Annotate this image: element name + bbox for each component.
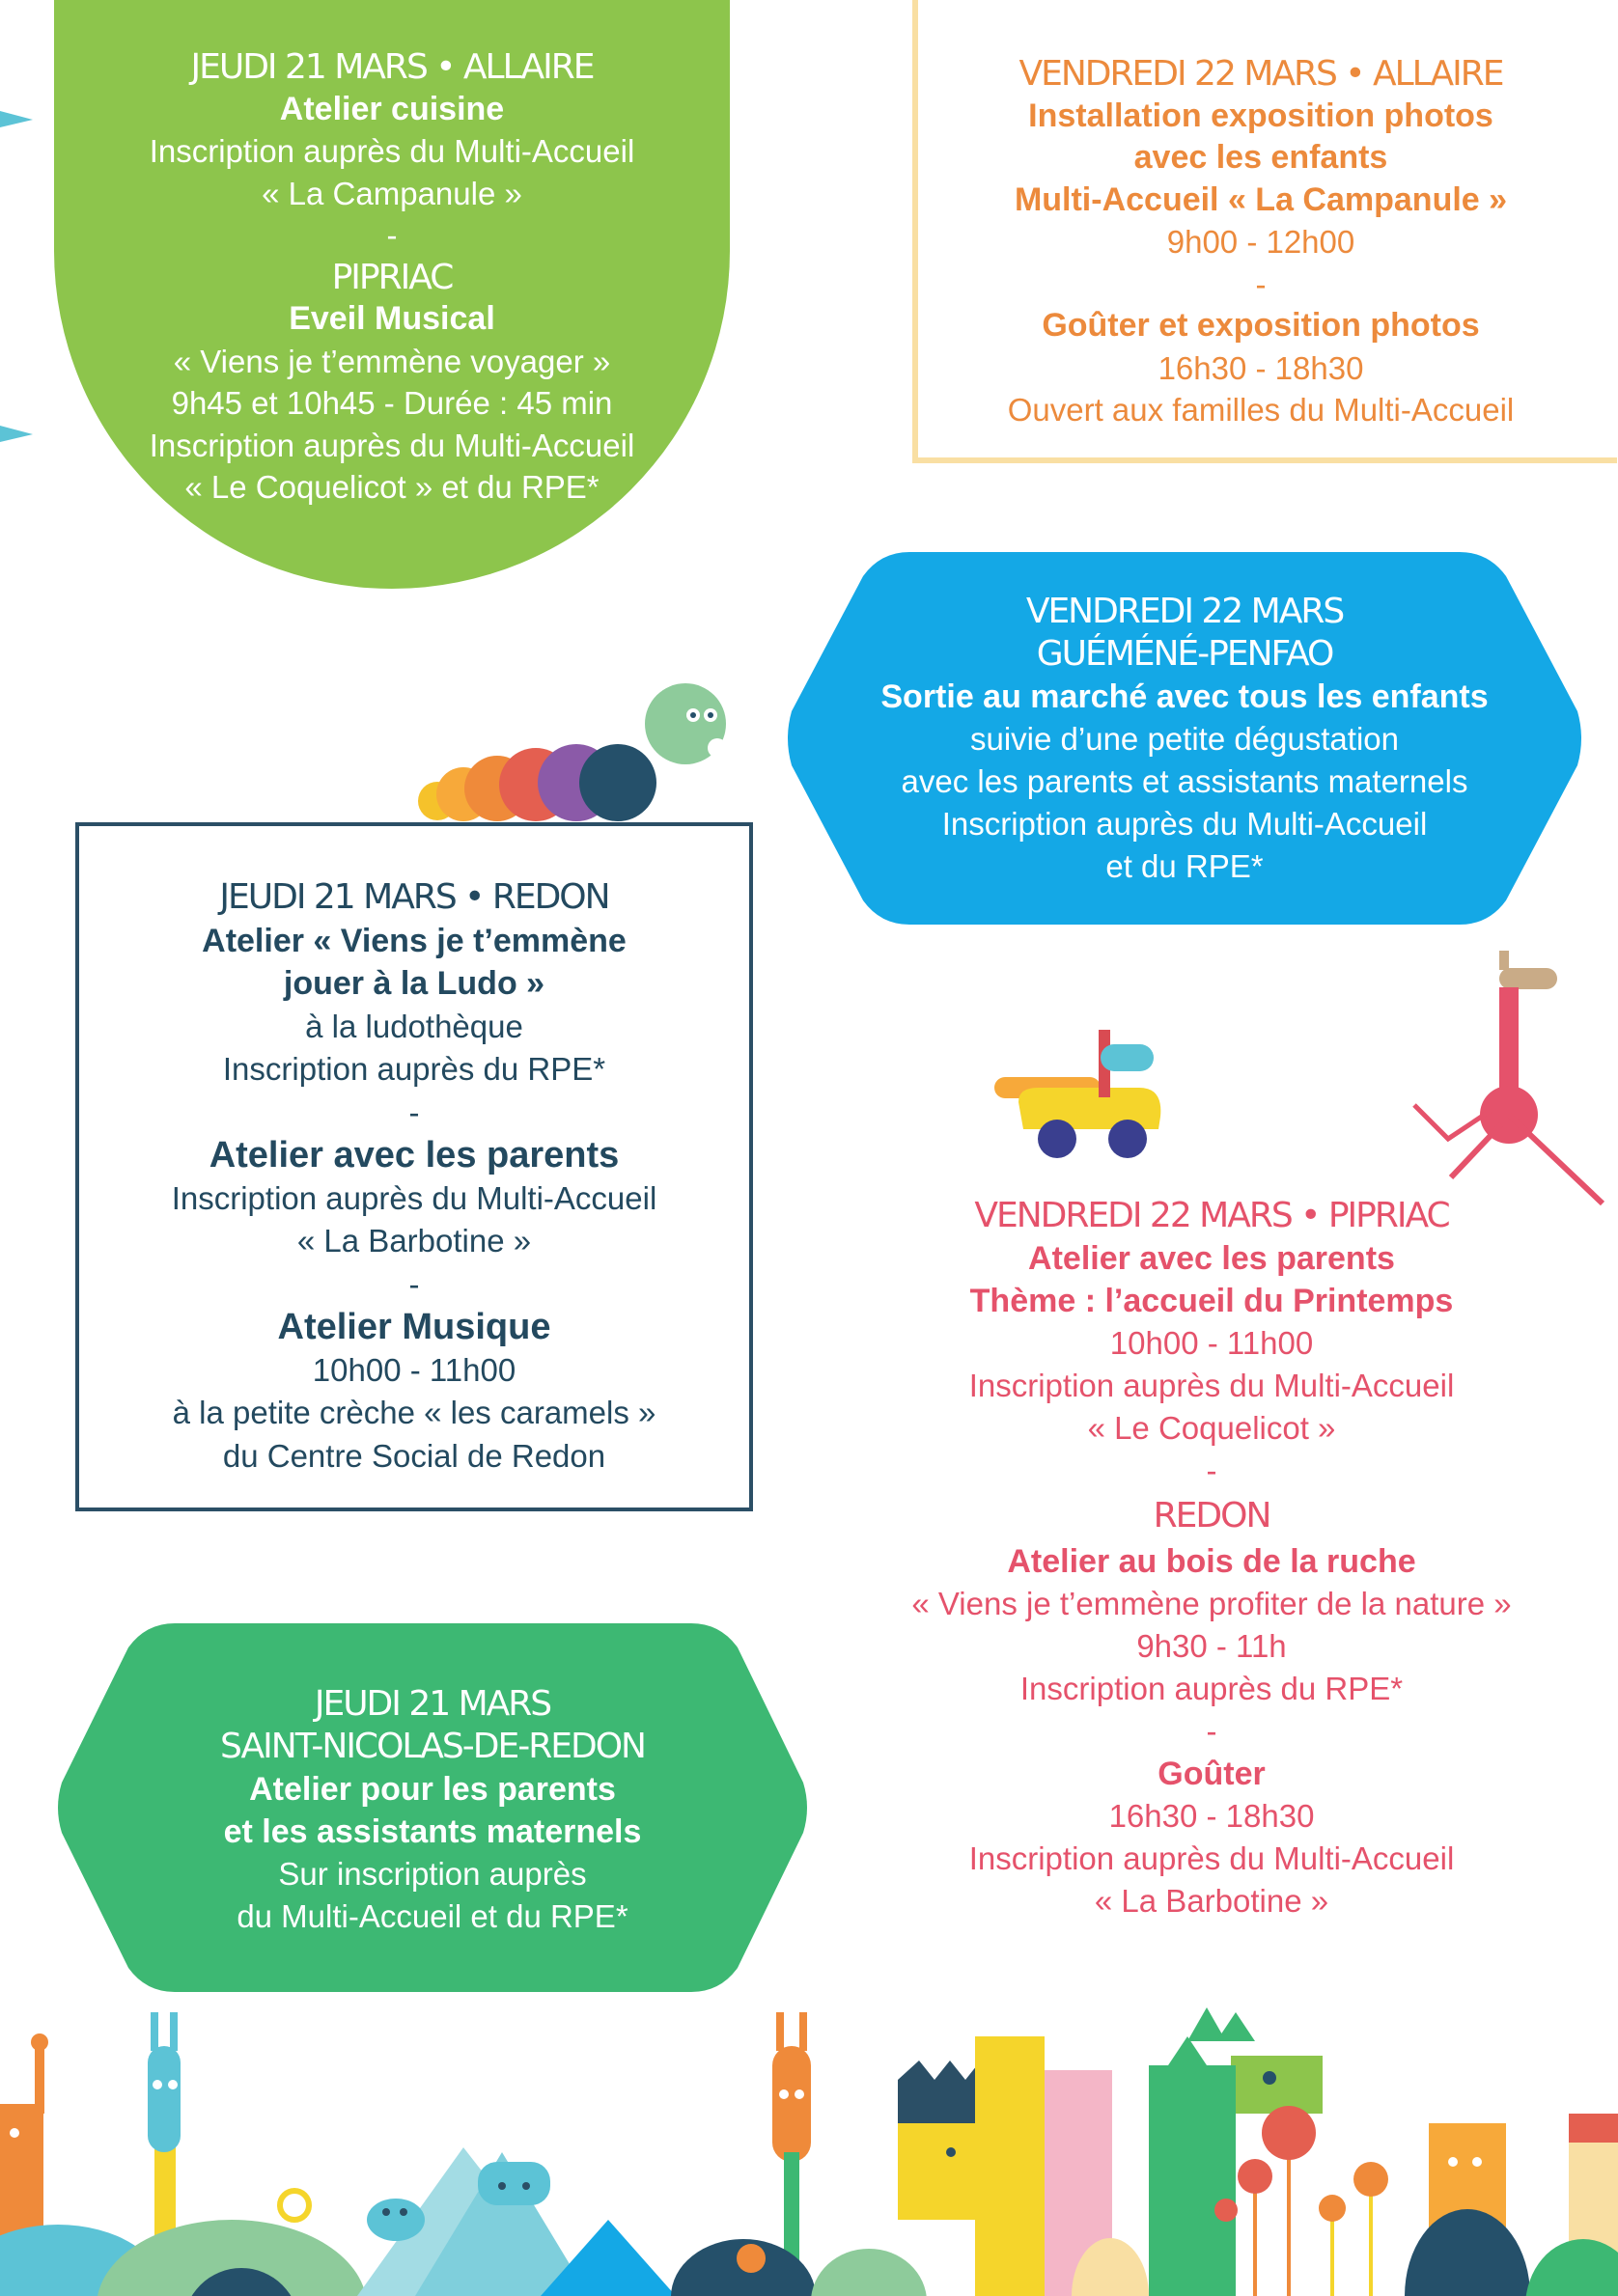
venue-text: à la ludothèque xyxy=(305,1008,523,1044)
activity-time: 16h30 - 18h30 xyxy=(1158,349,1364,386)
activity-theme: Thème : l’accueil du Printemps xyxy=(969,1283,1454,1319)
activity-title: Eveil Musical xyxy=(289,300,495,337)
activity-title: Installation exposition photos xyxy=(1028,97,1493,134)
dart-icon xyxy=(0,106,39,135)
signup-text: du Multi-Accueil et du RPE* xyxy=(237,1898,628,1934)
separator: - xyxy=(1206,1452,1217,1488)
signup-text: Inscription auprès du Multi-Accueil xyxy=(968,1368,1455,1403)
signup-text: « Le Coquelicot » xyxy=(1087,1410,1336,1446)
separator: - xyxy=(386,217,398,253)
activity-title: Goûter xyxy=(1158,1756,1266,1792)
place-header: PIPRIAC xyxy=(331,257,453,297)
signup-text: Inscription auprès du Multi-Accueil xyxy=(149,133,635,169)
venue-text: à la petite crèche « les caramels » xyxy=(172,1395,656,1430)
event-card-guemene xyxy=(784,552,1585,925)
activity-title: jouer à la Ludo » xyxy=(283,965,545,1002)
activity-title: Atelier avec les parents xyxy=(1028,1240,1395,1277)
activity-title: Atelier au bois de la ruche xyxy=(1007,1543,1416,1580)
activity-title: Atelier « Viens je t’emmène xyxy=(202,922,627,959)
activity-time: 9h45 et 10h45 - Durée : 45 min xyxy=(171,385,613,421)
signup-text: Inscription auprès du Multi-Accueil xyxy=(968,1840,1455,1876)
separator: - xyxy=(408,1265,420,1302)
signup-text: Inscription auprès du Multi-Accueil xyxy=(941,806,1428,842)
signup-text: Inscription auprès du Multi-Accueil xyxy=(171,1179,657,1216)
activity-title: Sortie au marché avec tous les enfants xyxy=(880,678,1489,715)
signup-text: Sur inscription auprès xyxy=(278,1856,587,1892)
signup-text: et du RPE* xyxy=(1105,848,1264,884)
event-header: JEUDI 21 MARS • REDON xyxy=(219,877,609,917)
venue-text: Multi-Accueil « La Campanule » xyxy=(1014,180,1508,218)
event-header: JEUDI 21 MARS • ALLAIRE xyxy=(190,47,594,87)
event-header: VENDREDI 22 MARS xyxy=(1025,592,1344,631)
activity-time: 9h30 - 11h xyxy=(1136,1628,1287,1664)
place-header: REDON xyxy=(1153,1496,1270,1535)
event-card-allaire-vendredi xyxy=(912,0,1617,463)
signup-text: Inscription auprès du Multi-Accueil xyxy=(149,427,635,463)
giraffe-icon xyxy=(1405,951,1617,1211)
monsters-landscape-illustration xyxy=(0,2007,1618,2296)
activity-desc: suivie d’une petite dégustation xyxy=(970,721,1399,757)
activity-time: 10h00 - 11h00 xyxy=(312,1351,516,1388)
activity-title: Goûter et exposition photos xyxy=(1042,307,1480,344)
caterpillar-icon xyxy=(410,680,739,825)
event-header: VENDREDI 22 MARS • ALLAIRE xyxy=(1018,54,1503,94)
signup-text: « La Campanule » xyxy=(262,175,522,211)
dart-icon xyxy=(0,421,39,450)
signup-text: « La Barbotine » xyxy=(1094,1883,1329,1919)
note-text: Ouvert aux familles du Multi-Accueil xyxy=(1007,392,1515,428)
activity-title: avec les enfants xyxy=(1133,139,1388,176)
event-card-saint-nicolas xyxy=(54,1623,811,1992)
event-card-pipriac-vendredi xyxy=(898,1195,1525,1938)
activity-title: Atelier Musique xyxy=(277,1307,551,1347)
activity-title: Atelier cuisine xyxy=(279,90,505,127)
separator: - xyxy=(1255,265,1267,302)
place-header: SAINT-NICOLAS-DE-REDON xyxy=(220,1727,645,1766)
event-card-redon-jeudi xyxy=(75,822,753,1511)
event-header: JEUDI 21 MARS xyxy=(314,1684,551,1724)
separator: - xyxy=(1206,1713,1217,1749)
activity-time: 16h30 - 18h30 xyxy=(1108,1798,1315,1834)
activity-time: 9h00 - 12h00 xyxy=(1166,224,1355,260)
activity-subtitle: « Viens je t’emmène voyager » xyxy=(173,343,611,379)
separator: - xyxy=(408,1093,420,1130)
activity-title: Atelier pour les parents xyxy=(249,1771,616,1808)
event-card-allaire-jeudi xyxy=(54,0,730,589)
signup-text: Inscription auprès du RPE* xyxy=(1019,1671,1404,1706)
event-header: VENDREDI 22 MARS • PIPRIAC xyxy=(974,1196,1449,1235)
place-header: GUÉMÉNÉ-PENFAO xyxy=(1036,634,1333,674)
toy-car-icon xyxy=(994,1025,1168,1170)
activity-time: 10h00 - 11h00 xyxy=(1109,1325,1314,1361)
activity-title: Atelier avec les parents xyxy=(209,1135,620,1176)
signup-text: Inscription auprès du RPE* xyxy=(222,1051,606,1087)
signup-text: « Le Coquelicot » et du RPE* xyxy=(184,469,600,505)
activity-desc: avec les parents et assistants maternels xyxy=(901,763,1468,799)
venue-text: du Centre Social de Redon xyxy=(222,1437,606,1474)
activity-title: et les assistants maternels xyxy=(223,1813,642,1850)
signup-text: « La Barbotine » xyxy=(296,1223,532,1259)
activity-subtitle: « Viens je t’emmène profiter de la nature » xyxy=(911,1586,1512,1621)
